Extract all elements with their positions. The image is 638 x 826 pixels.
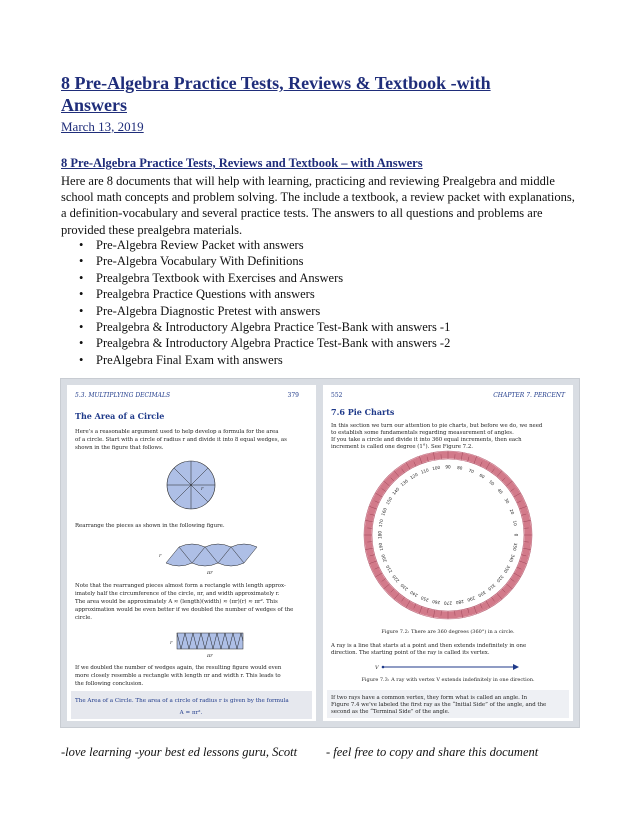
left-para2: Rearrange the pieces as shown in the following figure. xyxy=(75,523,225,529)
strip-bottom-label: πr xyxy=(207,570,213,576)
right-para1-line: In this section we turn our attention to pie charts, but before we do, we need xyxy=(331,423,543,429)
list-item: • Prealgebra Practice Questions with answers xyxy=(79,286,450,302)
left-page-number: 379 xyxy=(287,392,299,399)
degree-label: 180 xyxy=(377,531,383,539)
article-subtitle-link[interactable]: 8 Pre-Algebra Practice Tests, Reviews and Textbook – with Answers xyxy=(61,156,423,170)
sixteen-wedges-diagram xyxy=(170,633,243,659)
degree-label: 350 xyxy=(511,542,519,552)
degree-label: 250 xyxy=(420,595,430,603)
degree-label: 90 xyxy=(445,464,451,470)
right-para3-line: second as the “Terminal Side” of the angle. xyxy=(331,709,450,715)
left-para4-line: If we doubled the number of wedges again, the resulting figure would even xyxy=(75,665,282,671)
left-para3-line: circle. xyxy=(75,615,92,621)
left-textbook-page xyxy=(67,385,316,721)
figure-7-3-caption: Figure 7.3: A ray with vertex V extends indefinitely in one direction. xyxy=(361,677,535,683)
right-para1-line: If you take a circle and divide it into 360 equal increments, then each xyxy=(331,437,522,443)
left-para4-line: more closely resemble a rectangle with length πr and width r. This leads to xyxy=(75,673,281,679)
degree-label: 270 xyxy=(444,600,452,606)
right-textbook-page xyxy=(323,385,573,721)
degree-label: 50 xyxy=(488,479,496,487)
degree-label: 150 xyxy=(384,496,394,506)
right-page-number: 552 xyxy=(331,392,343,399)
list-item: • Prealgebra & Introductory Algebra Practice Test-Bank with answers -1 xyxy=(79,319,450,335)
degree-label: 140 xyxy=(391,486,401,496)
right-para2-line: direction. The starting point of the ray is called its vertex. xyxy=(331,650,490,656)
degree-label: 290 xyxy=(466,595,476,603)
degree-label: 320 xyxy=(495,574,505,584)
list-item: • Pre-Algebra Diagnostic Pretest with answers xyxy=(79,303,450,319)
degree-label: 70 xyxy=(467,467,475,475)
left-para1-line: Here’s a reasonable argument used to help develop a formula for the area xyxy=(75,429,279,435)
footer-signature: -love learning -your best ed lessons guru, Scott xyxy=(61,745,298,759)
degree-label: 240 xyxy=(409,589,419,599)
degree-label: 130 xyxy=(399,478,409,488)
degree-label: 110 xyxy=(420,467,430,475)
left-para3-line: The area would be approximately A ≈ (length)(width) ≈ (πr)(r) ≈ πr². This xyxy=(75,599,278,605)
degree-label: 0 xyxy=(513,533,519,537)
degree-label: 170 xyxy=(377,518,385,528)
radius-label: r xyxy=(201,486,204,492)
degree-label: 30 xyxy=(503,497,511,505)
right-para1-line: increment is called one degree (1°). See Figure 7.2. xyxy=(331,444,473,450)
strip-side-label: r xyxy=(159,553,162,559)
right-para2-line: A ray is a line that starts at a point and then extends indefinitely in one xyxy=(331,643,527,649)
footer-share-note: - feel free to copy and share this document xyxy=(326,745,539,759)
degree-label: 80 xyxy=(456,465,463,471)
list-item: • Prealgebra & Introductory Algebra Practice Test-Bank with answers -2 xyxy=(79,335,450,351)
left-page-drawing xyxy=(67,385,316,721)
left-para1-line: of a circle. Start with a circle of radius r and divide it into 8 equal wedges, as xyxy=(75,437,287,443)
left-para3-line: approximation would be even better if we doubled the number of wedges of the xyxy=(75,607,294,613)
degree-label: 280 xyxy=(455,598,465,606)
formula-box-text: The Area of a Circle. The area of a circle of radius r is given by the formula xyxy=(75,698,289,704)
left-section-title: The Area of a Circle xyxy=(75,411,165,421)
textbook-pages-image xyxy=(60,378,580,728)
article-title[interactable]: 8 Pre-Algebra Practice Tests, Reviews & Textbook -with Answers xyxy=(61,73,491,115)
circle-wedges-diagram xyxy=(167,461,215,509)
left-para3-line: imately half the circumference of the circle, πr, and width approximately r. xyxy=(75,591,280,597)
degree-label: 10 xyxy=(512,520,518,527)
degree-label: 200 xyxy=(380,553,388,563)
left-para1-line: shown in the figure that follows. xyxy=(75,445,164,451)
list-item: • PreAlgebra Final Exam with answers xyxy=(79,352,450,368)
degree-label: 60 xyxy=(478,472,486,480)
degree-label: 20 xyxy=(508,508,516,516)
left-page-header: 5.3. MULTIPLYING DECIMALS xyxy=(75,392,171,399)
degree-label: 120 xyxy=(409,471,419,481)
ray-vertex-label: V xyxy=(375,665,379,671)
right-page-drawing xyxy=(323,385,573,721)
list-item: • Pre-Algebra Review Packet with answers xyxy=(79,237,450,253)
degree-label: 160 xyxy=(380,507,388,517)
document-list xyxy=(79,237,450,368)
list-item: • Pre-Algebra Vocabulary With Definitions xyxy=(79,253,450,269)
right-section-title: 7.6 Pie Charts xyxy=(331,407,395,417)
degree-label: 210 xyxy=(384,564,394,574)
strip2-side-label: r xyxy=(170,640,173,646)
degree-label: 310 xyxy=(487,582,497,592)
degree-label: 100 xyxy=(431,464,441,472)
right-page-header: CHAPTER 7. PERCENT xyxy=(493,392,565,399)
figure-7-2-caption: Figure 7.2: There are 360 degrees (360°) in a circle. xyxy=(381,629,515,635)
right-para1-line: to establish some fundamentals regarding measurement of angles. xyxy=(331,430,514,436)
rearranged-wedges-diagram xyxy=(159,544,257,576)
degree-label: 220 xyxy=(391,574,401,584)
degree-label: 340 xyxy=(508,553,516,563)
degree-label: 190 xyxy=(377,542,385,552)
ray-diagram xyxy=(375,664,519,671)
degree-label: 300 xyxy=(477,589,487,599)
article-date[interactable]: March 13, 2019 xyxy=(61,119,144,134)
degree-label: 330 xyxy=(502,564,512,574)
degree-label: 230 xyxy=(399,582,409,592)
list-item: • Prealgebra Textbook with Exercises and Answers xyxy=(79,270,450,286)
intro-paragraph: Here are 8 documents that will help with learning, practicing and reviewing Prealgebra and middle school math concepts and problem solving. The include a textbook, a review packet with explanations, a definition-vocabulary and several practice tests. The answers to all questions and problems are provided these prealgebra materials. xyxy=(61,174,575,237)
degree-label: 40 xyxy=(496,487,504,495)
formula-box-formula: A = πr². xyxy=(179,710,203,716)
right-para3-line: Figure 7.4 we’ve labeled the first ray as the “Initial Side” of the angle, and the xyxy=(331,702,547,708)
right-para3-line: If two rays have a common vertex, they form what is called an angle. In xyxy=(331,695,528,701)
strip2-bottom-label: πr xyxy=(207,653,213,659)
left-para3-line: Note that the rearranged pieces almost form a rectangle with length approx- xyxy=(75,583,286,589)
degree-circle-diagram xyxy=(364,451,532,619)
degree-label: 260 xyxy=(431,598,441,606)
left-para4-line: the following conclusion. xyxy=(75,681,144,687)
